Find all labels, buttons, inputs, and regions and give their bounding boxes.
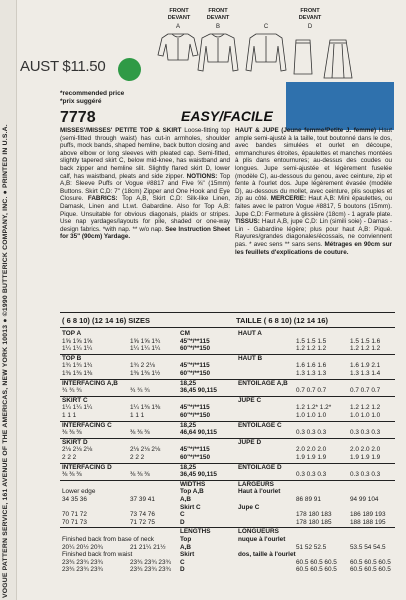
row-metric-small: 0.7 0.7 0.7 bbox=[296, 387, 327, 395]
row-width-unit: D bbox=[180, 518, 185, 526]
view-c-drawing bbox=[294, 40, 312, 74]
row-metric-small: 1.6 1.6 1.6 bbox=[296, 362, 327, 370]
row-values-large: 1¾ 2 2⅛ bbox=[130, 362, 155, 370]
row-metric-small: 1.9 1.9 1.9 bbox=[296, 454, 327, 461]
row-label-fr: JUPE C bbox=[238, 396, 262, 404]
row-label-en: ⅜ ⅜ ⅜ bbox=[62, 429, 82, 437]
row-label-en: 1⅜ 1⅜ 1⅜ bbox=[62, 370, 93, 377]
lengths-label: LENGTHS bbox=[180, 528, 211, 536]
yardage-row bbox=[60, 370, 395, 378]
desc-fr-see: Métrages en 90cm sur les feuillets d'explications de couture. bbox=[235, 240, 392, 256]
row-width-unit: 45"*/**115 bbox=[180, 337, 210, 345]
row-values-large: 23¾ 23¾ 23¾ bbox=[130, 566, 171, 574]
row-label-en: 2 2 2 bbox=[62, 454, 77, 461]
yardage-row bbox=[60, 387, 395, 395]
row-metric-large: 1.2 1.2 1.2 bbox=[350, 345, 381, 353]
row-metric-large: 1.2 1.2 1.2 bbox=[350, 404, 381, 412]
yardage-row bbox=[60, 464, 395, 472]
row-metric-large: 1.5 1.5 1.6 bbox=[350, 337, 381, 345]
yardage-row bbox=[60, 439, 395, 447]
row-width-unit: A,B bbox=[180, 543, 192, 551]
longueurs-label: LONGUEURS bbox=[238, 528, 279, 536]
sizes-header-en: ( 6 8 10) (12 14 16) SIZES bbox=[62, 316, 150, 325]
yardage-row bbox=[60, 504, 395, 512]
view-d-label: FRONT DEVANT bbox=[298, 8, 322, 21]
yardage-row bbox=[60, 397, 395, 405]
view-d-letter: D bbox=[307, 24, 313, 30]
yardage-row bbox=[60, 551, 395, 559]
row-label-fr: ENTOILAGE D bbox=[238, 463, 282, 471]
row-label-en: INTERFACING C bbox=[62, 421, 112, 429]
row-label-en: INTERFACING A,B bbox=[62, 379, 118, 387]
row-label-en: ¾ ¾ ¾ bbox=[62, 387, 82, 395]
view-b-drawing bbox=[198, 34, 238, 71]
garment-line-drawings bbox=[0, 0, 406, 110]
row-width-unit: Top A,B bbox=[180, 488, 204, 496]
row-metric-small: 1.2 1.2 1.2 bbox=[296, 345, 327, 353]
row-metric-small: 51 52 52.5 bbox=[296, 543, 327, 551]
row-width-unit: CM bbox=[180, 330, 190, 337]
row-width-unit: 18,25 bbox=[180, 421, 196, 429]
row-label-fr: HAUT B bbox=[238, 354, 263, 362]
row-label-fr: ENTOILAGE A,B bbox=[238, 379, 288, 387]
desc-en-title: MISSES'/MISSES' PETITE TOP & SKIRT bbox=[60, 127, 185, 134]
row-metric-large: 1.3 1.3 1.4 bbox=[350, 370, 381, 377]
row-values-large: ⅜ ⅜ ⅜ bbox=[130, 429, 150, 437]
row-values-large: 73 74 76 bbox=[130, 511, 155, 519]
yardage-row bbox=[60, 488, 395, 496]
desc-fr-body: Haut ample semi-ajusté à la taille, tout boutonné dans le dos, avec bandes simulées et ourlet en découpe, emmanchures étroites, épaulettes et manches montées à plis dans entournures; au-dessus des coudes ou longues. Jupe semi-ajustée et légèrement fuselée (modèle C), au-dessous du genou, avec ceinture, zip et fente à l'ourlet dos. Jupe légèrement évasée (modèle D), au-dessous du mollet, avec ceinture, plis souples et zip au côté. bbox=[235, 127, 392, 203]
yardage-row bbox=[60, 355, 395, 363]
recommended-price-fr: *prix suggéré bbox=[60, 97, 102, 105]
row-label-en: SKIRT D bbox=[62, 438, 88, 446]
row-width-unit: 36,45 90,115 bbox=[180, 387, 217, 395]
yardage-row bbox=[60, 559, 395, 567]
easy-facile-heading: EASY/FACILE bbox=[181, 108, 273, 124]
price-sticker: AUST $11.50 bbox=[20, 58, 106, 75]
description-english bbox=[60, 127, 230, 241]
row-values-large: 71 72 75 bbox=[130, 518, 155, 526]
row-label-fr: Jupe C bbox=[238, 503, 260, 511]
row-label-en: 23¾ 23¾ 23¾ bbox=[62, 566, 103, 574]
row-width-unit: 60"*/**150 bbox=[180, 370, 211, 377]
yardage-row bbox=[60, 429, 395, 437]
view-b-letter: B bbox=[215, 24, 220, 30]
yardage-row bbox=[60, 454, 395, 462]
chart-top-rule bbox=[60, 312, 395, 313]
row-width-unit: 36,45 90,115 bbox=[180, 471, 217, 479]
row-metric-large: 0.7 0.7 0.7 bbox=[350, 387, 381, 395]
yardage-row bbox=[60, 511, 395, 519]
yardage-row bbox=[60, 380, 395, 388]
row-width-unit: 60"*/**150 bbox=[180, 454, 211, 461]
sizes-header-fr: TAILLE ( 6 8 10) (12 14 16) bbox=[236, 316, 328, 325]
row-metric-large: 0.3 0.3 0.3 bbox=[350, 429, 381, 437]
yardage-row bbox=[60, 345, 395, 353]
largeurs-label: LARGEURS bbox=[238, 480, 274, 488]
row-label-fr: HAUT A bbox=[238, 330, 262, 337]
row-width-unit: Skirt bbox=[180, 551, 195, 559]
desc-en-body: Loose-fitting top (semi-fitted through waist) has cut-in armholes, shoulder puffs, mock bands, shaped hemline, back button closing and above elbow or long sleeves with pleated cap. Semi-fitted, slightly tapered skirt C, below mid-knee, has waistband and back zipper and hemline slit. Slightly flared skirt D, lower calf, has waistband, pleats and side zipper. bbox=[60, 127, 230, 180]
row-width-unit: Top bbox=[180, 536, 192, 543]
row-metric-small: 0.3 0.3 0.3 bbox=[296, 429, 327, 437]
row-width-unit: Skirt C bbox=[180, 503, 201, 511]
row-width-unit: 45"*/**115 bbox=[180, 446, 210, 454]
view-a-letter: A bbox=[175, 24, 180, 30]
row-values-large: ¾ ¾ ¾ bbox=[130, 387, 150, 395]
row-label-en: 20¼ 20½ 20¾ bbox=[62, 543, 103, 551]
row-metric-large: 94 99 104 bbox=[350, 496, 379, 503]
row-metric-small: 1.3 1.3 1.3 bbox=[296, 370, 327, 377]
yardage-row bbox=[60, 338, 395, 346]
row-metric-small: 60.5 60.5 60.5 bbox=[296, 566, 337, 574]
yardage-row bbox=[60, 496, 395, 504]
row-metric-small: 178 180 185 bbox=[296, 518, 332, 526]
row-label-en: 1 1 1 bbox=[62, 412, 77, 419]
row-metric-small: 2.0 2.0 2.0 bbox=[296, 446, 327, 454]
row-label-en: 70 71 72 bbox=[62, 511, 87, 519]
desc-en-see: See Instruction Sheet for 35" (90cm) Yardage. bbox=[60, 225, 230, 241]
row-metric-large: 0.3 0.3 0.3 bbox=[350, 471, 381, 479]
row-metric-small: 60.5 60.5 60.5 bbox=[296, 558, 337, 566]
row-values-large: 1⅝ 1⅝ 1¾ bbox=[130, 337, 161, 345]
row-width-unit: 45"*/**115 bbox=[180, 404, 210, 412]
row-label-en: 1¾ 1¾ 1¾ bbox=[62, 362, 93, 370]
row-width-unit: 46,64 90,115 bbox=[180, 429, 217, 437]
pattern-number: 7778 bbox=[60, 109, 96, 126]
desc-fr-fabrics: Haut A,B, jupe C,D: Lin (simili soie) - Damas - Lin - Gabardine légère; plus pour haut A,B: Piqué. Rayures/grandes diagonales/écossais, ne conviennent pas. * avec sens ** sans sens. bbox=[235, 218, 393, 248]
row-label-en: 23¾ 23¾ 23¾ bbox=[62, 558, 103, 566]
row-label-en: TOP A bbox=[62, 330, 82, 337]
row-values-large: ⅜ ⅜ ⅜ bbox=[130, 471, 150, 479]
desc-en-fabrics: Top A,B, Skirt C,D: Silk-like Linen, Damask, Linen and Lt.wt. Gabardine. Also for Top A,B: Pique. Unsuitable for obvious diagonals, plaids or stripes. Use nap yardages/layouts for pile, shaded or one-way design fabrics. *with nap. ** w/o nap. bbox=[60, 195, 230, 233]
widths-header bbox=[60, 481, 395, 489]
view-c-letter: C bbox=[263, 24, 269, 30]
row-label-en: 2⅛ 2⅛ 2⅛ bbox=[62, 446, 93, 454]
row-metric-small: 178 180 183 bbox=[296, 511, 332, 519]
yardage-row bbox=[60, 446, 395, 454]
yardage-row bbox=[60, 566, 395, 574]
yardage-row bbox=[60, 412, 395, 420]
row-values-large: 2 2 2 bbox=[130, 454, 145, 461]
row-label-en: 1⅝ 1⅝ 1⅝ bbox=[62, 337, 93, 345]
row-label-fr: Haut à l'ourlet bbox=[238, 488, 281, 496]
row-width-unit: 18,25 bbox=[180, 463, 196, 471]
row-values-large: 23¾ 23¾ 23¾ bbox=[130, 558, 171, 566]
row-label-en: ⅜ ⅜ ⅜ bbox=[62, 471, 82, 479]
yardage-row bbox=[60, 362, 395, 370]
row-label-en: TOP B bbox=[62, 354, 82, 362]
yardage-row bbox=[60, 519, 395, 527]
row-width-unit: D bbox=[180, 566, 185, 574]
yardage-row bbox=[60, 536, 395, 544]
row-label-en: 1¼ 1¼ 1¼ bbox=[62, 404, 93, 412]
view-a-label: FRONT DEVANT bbox=[167, 8, 191, 21]
desc-en-fabrics-label: FABRICS: bbox=[87, 195, 123, 203]
recommended-price-en: *recommended price bbox=[60, 90, 125, 97]
yardage-row bbox=[60, 544, 395, 552]
desc-fr-notions-label: MERCERIE: bbox=[270, 195, 309, 203]
desc-en-notions-label: NOTIONS: bbox=[186, 172, 220, 180]
yardage-row bbox=[60, 422, 395, 430]
row-label-en: Finished back from waist bbox=[62, 551, 133, 559]
row-width-unit: 45"*/**115 bbox=[180, 362, 210, 370]
row-label-fr: dos, taille à l'ourlet bbox=[238, 551, 296, 559]
sizes-rule bbox=[60, 327, 395, 328]
row-values-large: 2⅛ 2⅛ 2⅛ bbox=[130, 446, 161, 454]
row-values-large: 1¼ 1¼ 1¼ bbox=[130, 345, 161, 353]
row-metric-small: 0.3 0.3 0.3 bbox=[296, 471, 327, 479]
row-values-large: 1 1 1 bbox=[130, 412, 145, 419]
row-metric-large: 2.0 2.0 2.0 bbox=[350, 446, 381, 454]
row-label-en: 1¼ 1¼ 1¼ bbox=[62, 345, 93, 353]
row-width-unit: 60"*/**150 bbox=[180, 412, 211, 419]
desc-fr-title: HAUT & JUPE (Jeune femme/Petite J. femme) bbox=[235, 127, 379, 134]
view-d-drawing bbox=[324, 40, 352, 78]
desc-fr-notions: Haut A,B: Mini épaulettes, ou faites avec le patron Vogue #8817, 5 boutons (15mm). Jupe C,D: Fermeture à glissière (18cm) - 1 agrafe plate. bbox=[235, 195, 392, 218]
row-width-unit: C bbox=[180, 558, 185, 566]
desc-en-notions: Top A,B: Sleeve Puffs or Vogue #8817 and Five ⅝" (15mm) Buttons. Skirt C,D: 7" (18cm) Zipper and One Hook and Eye Closure. bbox=[60, 172, 230, 203]
row-metric-large: 53.5 54 54.5 bbox=[350, 543, 386, 551]
row-metric-large: 60.5 60.5 60.5 bbox=[350, 558, 391, 566]
row-label-en: Finished back from base of neck bbox=[62, 536, 154, 543]
publisher-address: VOGUE PATTERN SERVICE, 161 AVENUE OF THE AMERICAS, NEW YORK 10013 ● ©1990 BUTTERICK COMPANY, INC. ● PRINTED IN U.S.A. bbox=[2, 124, 9, 598]
row-metric-large: 188 188 195 bbox=[350, 518, 386, 526]
yardage-row bbox=[60, 471, 395, 479]
view-a-drawing bbox=[158, 34, 198, 60]
row-values-large: 1¼ 1⅜ 1⅜ bbox=[130, 404, 161, 412]
row-label-en: INTERFACING D bbox=[62, 463, 112, 471]
description-french bbox=[235, 127, 392, 256]
yardage-row bbox=[60, 330, 395, 338]
row-metric-small: 1.0 1.0 1.0 bbox=[296, 412, 327, 419]
row-metric-large: 1.6 1.9 2.1 bbox=[350, 362, 381, 370]
row-label-fr: ENTOILAGE C bbox=[238, 421, 282, 429]
row-metric-large: 60.5 60.5 60.5 bbox=[350, 566, 391, 574]
view-b-label: FRONT DEVANT bbox=[206, 8, 230, 21]
row-metric-large: 1.0 1.0 1.0 bbox=[350, 412, 381, 419]
row-label-fr: nuque à l'ourlet bbox=[238, 536, 286, 543]
row-values-large: 37 39 41 bbox=[130, 496, 155, 503]
lengths-header bbox=[60, 528, 395, 536]
row-width-unit: 60"*/**150 bbox=[180, 345, 211, 353]
row-width-unit: C bbox=[180, 511, 185, 519]
yardage-row bbox=[60, 404, 395, 412]
row-label-fr: JUPE D bbox=[238, 438, 262, 446]
row-label-en: 70 71 73 bbox=[62, 518, 87, 526]
row-values-large: 21 21¼ 21½ bbox=[130, 543, 166, 551]
widths-label: WIDTHS bbox=[180, 480, 206, 488]
row-metric-large: 1.9 1.9 1.9 bbox=[350, 454, 381, 461]
view-back-drawing bbox=[246, 34, 286, 71]
row-metric-small: 86 89 91 bbox=[296, 496, 321, 503]
row-width-unit: A,B bbox=[180, 496, 192, 503]
row-values-large: 1⅜ 1⅜ 1½ bbox=[130, 370, 161, 377]
row-width-unit: 18,25 bbox=[180, 379, 196, 387]
row-label-en: SKIRT C bbox=[62, 396, 88, 404]
row-metric-large: 186 189 193 bbox=[350, 511, 386, 519]
desc-fr-fabrics-label: TISSUS: bbox=[235, 218, 262, 226]
row-label-en: 34 35 36 bbox=[62, 496, 87, 503]
row-label-en: Lower edge bbox=[62, 488, 96, 496]
row-metric-small: 1.5 1.5 1.5 bbox=[296, 337, 327, 345]
row-metric-small: 1.2 1.2* 1.2* bbox=[296, 404, 332, 412]
